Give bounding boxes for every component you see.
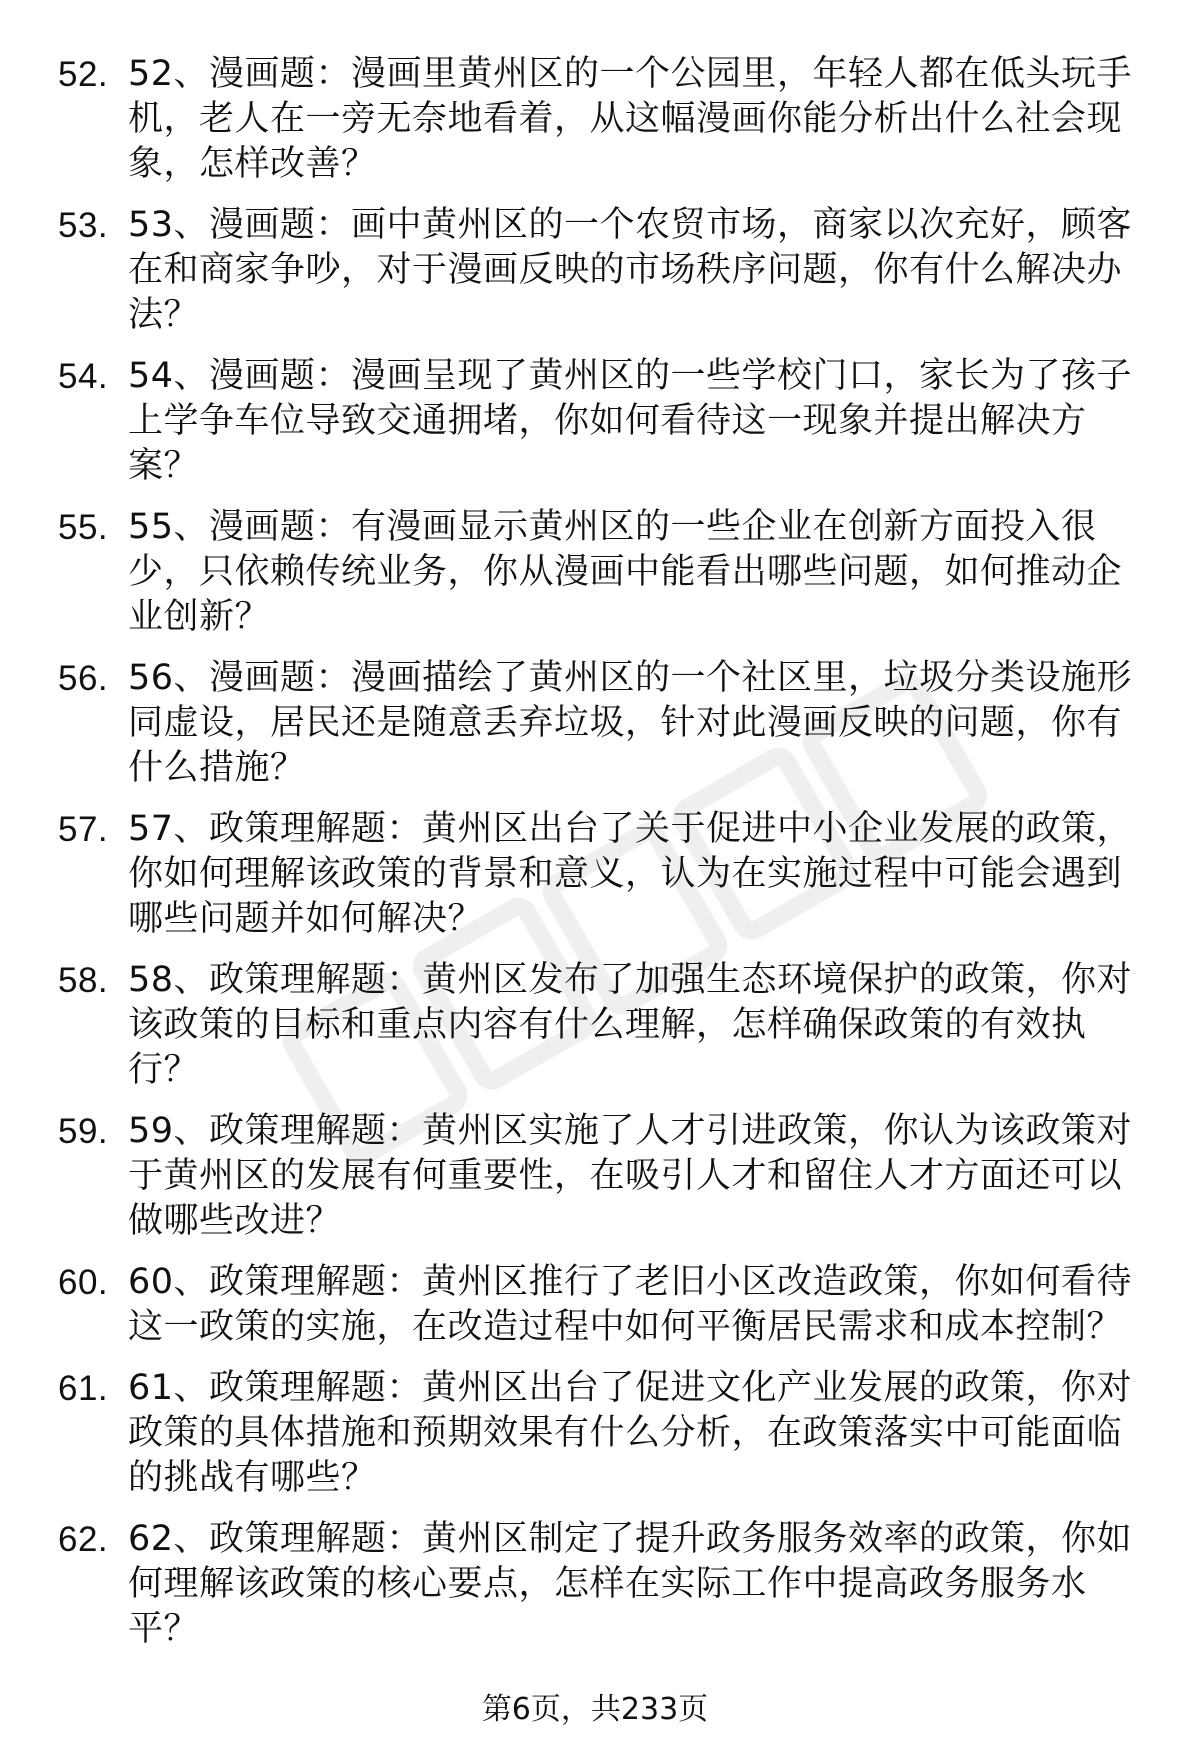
question-number: 60.: [58, 1263, 109, 1302]
question-text: 52、漫画题：漫画里黄州区的一个公园里，年轻人都在低头玩手机，老人在一旁无奈地看着，从这幅漫画你能分析出什么社会现象，怎样改善？: [128, 54, 1133, 184]
question-text: 56、漫画题：漫画描绘了黄州区的一个社区里，垃圾分类设施形同虚设，居民还是随意丢弃垃圾，针对此漫画反映的问题，你有什么措施？: [128, 658, 1133, 788]
page-number-label: 第6页，共233页: [481, 1692, 709, 1727]
question-number: 53.: [58, 206, 109, 245]
question-item: [58, 656, 1148, 791]
question-number: 59.: [58, 1112, 109, 1151]
page-footer: [0, 1690, 1190, 1730]
question-item: [58, 505, 1148, 640]
question-text: 60、政策理解题：黄州区推行了老旧小区改造政策，你如何看待这一政策的实施，在改造过程中如何平衡居民需求和成本控制？: [128, 1262, 1133, 1347]
question-number: 57.: [58, 810, 109, 849]
question-item: [58, 1260, 1148, 1350]
question-number: 55.: [58, 508, 109, 547]
question-item: [58, 958, 1148, 1093]
question-text: 61、政策理解题：黄州区出台了促进文化产业发展的政策，你对政策的具体措施和预期效果有什么分析，在政策落实中可能面临的挑战有哪些？: [128, 1368, 1133, 1498]
question-text: 54、漫画题：漫画呈现了黄州区的一些学校门口，家长为了孩子上学争车位导致交通拥堵，你如何看待这一现象并提出解决方案？: [128, 356, 1133, 486]
question-number: 62.: [58, 1520, 109, 1559]
question-item: [58, 354, 1148, 489]
question-text: 55、漫画题：有漫画显示黄州区的一些企业在创新方面投入很少，只依赖传统业务，你从漫画中能看出哪些问题，如何推动企业创新？: [128, 507, 1123, 637]
question-text: 62、政策理解题：黄州区制定了提升政务服务效率的政策，你如何理解该政策的核心要点，怎样在实际工作中提高政务服务水平？: [128, 1519, 1133, 1649]
question-text: 53、漫画题：画中黄州区的一个农贸市场，商家以次充好，顾客在和商家争吵，对于漫画反映的市场秩序问题，你有什么解决办法？: [128, 205, 1133, 335]
question-item: [58, 52, 1148, 187]
question-list: [58, 52, 1148, 1668]
question-number: 52.: [58, 55, 109, 94]
question-item: [58, 1109, 1148, 1244]
question-text: 58、政策理解题：黄州区发布了加强生态环境保护的政策，你对该政策的目标和重点内容有什么理解，怎样确保政策的有效执行？: [128, 960, 1133, 1090]
question-number: 54.: [58, 357, 109, 396]
question-item: [58, 1366, 1148, 1501]
question-text: 59、政策理解题：黄州区实施了人才引进政策，你认为该政策对于黄州区的发展有何重要性，在吸引人才和留住人才方面还可以做哪些改进？: [128, 1111, 1133, 1241]
question-item: [58, 807, 1148, 942]
question-number: 58.: [58, 961, 109, 1000]
question-item: [58, 203, 1148, 338]
question-number: 61.: [58, 1369, 109, 1408]
question-number: 56.: [58, 659, 109, 698]
question-text: 57、政策理解题：黄州区出台了关于促进中小企业发展的政策，你如何理解该政策的背景和意义，认为在实施过程中可能会遇到哪些问题并如何解决？: [128, 809, 1133, 939]
question-item: [58, 1517, 1148, 1652]
